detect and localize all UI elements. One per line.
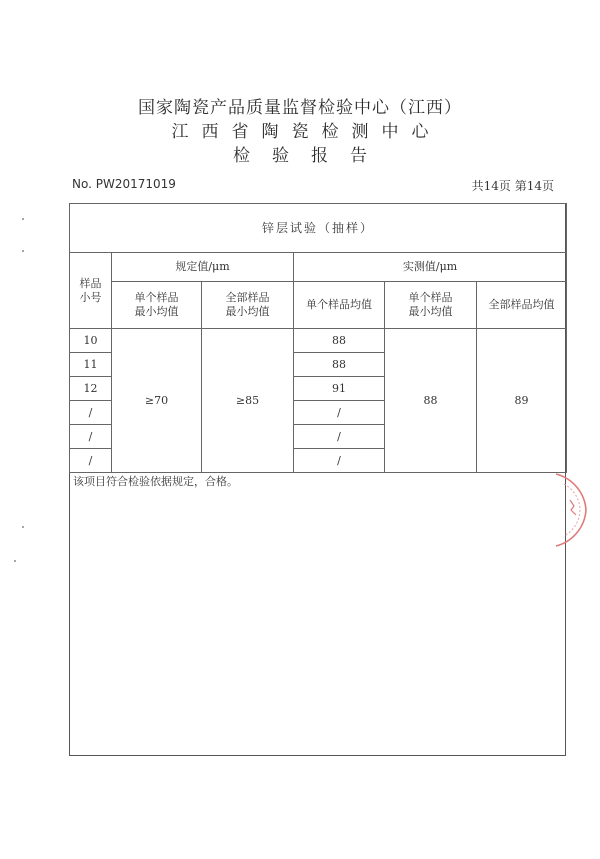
single-avg-cell: / [294,425,385,449]
margin-dot [14,560,16,562]
page-info: 共14页 第14页 [471,179,554,193]
margin-dot [22,250,24,252]
spec-single-min-header: 单个样品 最小均值 [112,282,202,329]
single-avg-cell: / [294,449,385,473]
official-seal-icon [546,470,590,550]
measured-single-min-value: 88 [385,329,477,473]
header-line-1: 国家陶瓷产品质量监督检验中心（江西） [138,98,462,118]
margin-dot [22,526,24,528]
single-avg-cell: 88 [294,353,385,377]
table-row [70,329,567,353]
sample-number-header: 样品 小号 [70,253,112,329]
sample-number-cell: / [70,401,112,425]
spec-all-min-header: 全部样品 最小均值 [202,282,294,329]
margin-dot [22,218,24,220]
report-number: No. PW20171019 [72,177,176,191]
sample-number-cell: / [70,449,112,473]
measured-value-header: 实测值/μm [294,253,567,282]
measured-all-avg-value: 89 [477,329,567,473]
single-avg-cell: / [294,401,385,425]
header-line-3: 检验报告 [233,146,389,166]
single-avg-cell: 88 [294,329,385,353]
specified-value-header: 规定值/μm [112,253,294,282]
single-avg-cell: 91 [294,377,385,401]
conclusion-text: 该项目符合检验依据规定，合格。 [73,475,238,488]
sample-number-cell: 11 [70,353,112,377]
sample-number-cell: 12 [70,377,112,401]
results-table [69,203,567,473]
sample-number-cell: 10 [70,329,112,353]
spec-single-min-value: ≥70 [112,329,202,473]
table-title: 锌层试验（抽样） [70,204,567,253]
header-line-2: 江西省陶瓷检测中心 [171,122,442,142]
measured-single-min-header: 单个样品 最小均值 [385,282,477,329]
measured-single-avg-header: 单个样品均值 [294,282,385,329]
spec-all-min-value: ≥85 [202,329,294,473]
sample-number-cell: / [70,425,112,449]
measured-all-avg-header: 全部样品均值 [477,282,567,329]
